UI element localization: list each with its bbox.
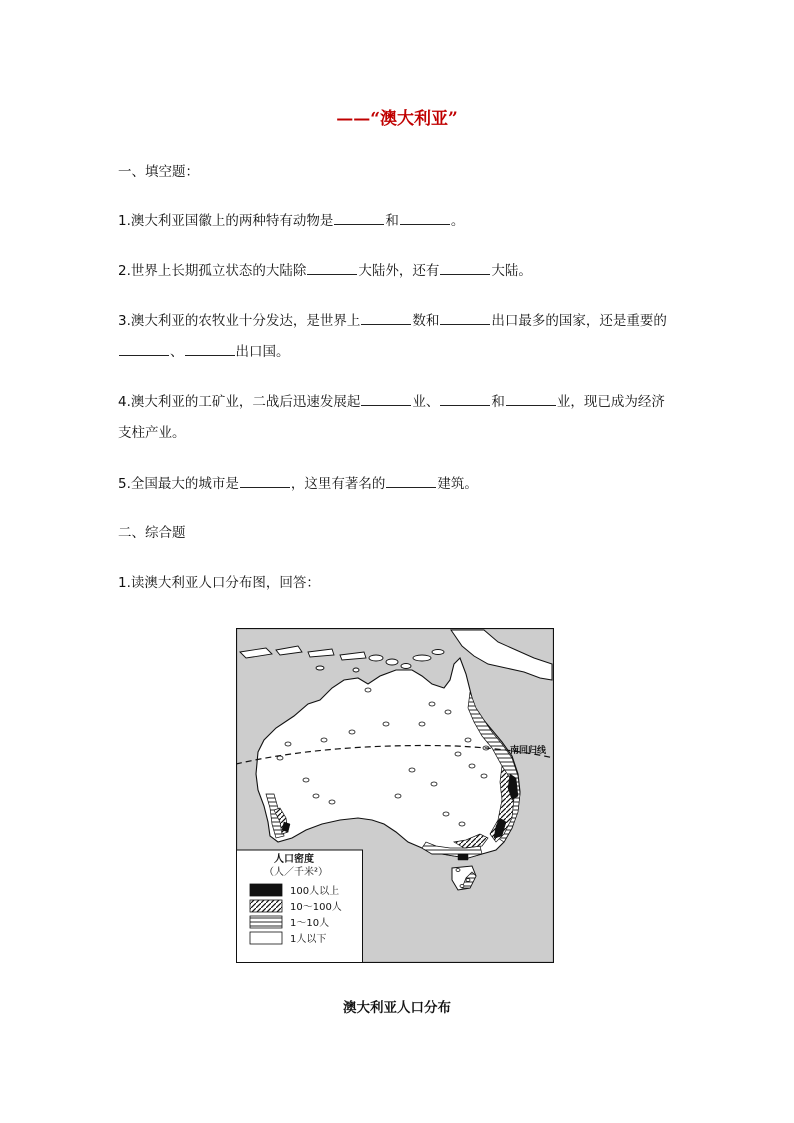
question-3-text-d: 、 xyxy=(170,344,184,360)
question-3-text-c: 出口最多的国家，还是重要的 xyxy=(491,313,667,329)
answer-blank[interactable] xyxy=(386,473,436,488)
question-4 xyxy=(118,387,678,449)
answer-blank[interactable] xyxy=(440,260,490,275)
map-legend xyxy=(237,850,363,963)
answer-blank[interactable] xyxy=(361,310,411,325)
legend-swatch-under-1 xyxy=(250,932,282,944)
legend-item-under-1: 1人以下 xyxy=(290,934,327,945)
question-2-text-b: 大陆外，还有 xyxy=(358,263,440,279)
tropic-label: 南回归线 xyxy=(510,746,547,756)
question-3-text-b: 数和 xyxy=(412,313,440,329)
question-3-text-e: 出口国。 xyxy=(235,344,290,360)
question-1 xyxy=(118,206,678,237)
question-1-text-a: 1.澳大利亚国徽上的两种特有动物是 xyxy=(118,213,334,229)
question-6: 1.读澳大利亚人口分布图，回答： xyxy=(118,575,320,591)
answer-blank[interactable] xyxy=(400,210,450,225)
legend-swatch-1-10 xyxy=(250,916,282,928)
question-4-text-b: 业、 xyxy=(412,394,440,410)
legend-swatch-over-100 xyxy=(250,884,282,896)
question-2 xyxy=(118,256,678,287)
answer-blank[interactable] xyxy=(440,310,490,325)
answer-blank[interactable] xyxy=(440,391,490,406)
question-5-text-c: 建筑。 xyxy=(437,476,478,492)
question-4-text-d: 业，现已成为经济支柱产业。 xyxy=(118,394,665,441)
question-3-text-a: 3.澳大利亚的农牧业十分发达，是世界上 xyxy=(118,313,361,329)
legend-item-over-100: 100人以上 xyxy=(290,886,340,897)
question-1-text-c: 。 xyxy=(450,213,465,229)
answer-blank[interactable] xyxy=(240,473,290,488)
question-4-text-c: 和 xyxy=(491,394,505,410)
question-3 xyxy=(118,306,678,368)
question-5-text-a: 5.全国最大的城市是 xyxy=(118,476,239,492)
legend-item-1-10: 1～10人 xyxy=(290,918,330,929)
section-heading-comprehensive: 二、综合题 xyxy=(118,525,186,541)
legend-item-10-100: 10～100人 xyxy=(290,902,342,913)
legend-swatch-10-100 xyxy=(250,900,282,912)
question-2-text-a: 2.世界上长期孤立状态的大陆除 xyxy=(118,263,307,279)
question-5-text-b: ，这里有著名的 xyxy=(290,476,386,492)
answer-blank[interactable] xyxy=(185,341,235,356)
australia-population-map xyxy=(236,628,554,963)
question-5 xyxy=(118,469,678,500)
answer-blank[interactable] xyxy=(307,260,357,275)
question-2-text-c: 大陆。 xyxy=(491,263,532,279)
answer-blank[interactable] xyxy=(119,341,169,356)
answer-blank[interactable] xyxy=(361,391,411,406)
answer-blank[interactable] xyxy=(334,210,384,225)
section-heading-fill-in: 一、填空题： xyxy=(118,164,199,180)
question-4-text-a: 4.澳大利亚的工矿业，二战后迅速发展起 xyxy=(118,394,361,410)
legend-unit: （人／千米²） xyxy=(264,867,329,878)
page-title: ——“澳大利亚” xyxy=(336,109,458,129)
map-caption: 澳大利亚人口分布 xyxy=(343,1000,451,1016)
answer-blank[interactable] xyxy=(506,391,556,406)
question-1-text-b: 和 xyxy=(385,213,399,229)
legend-title: 人口密度 xyxy=(274,854,314,865)
